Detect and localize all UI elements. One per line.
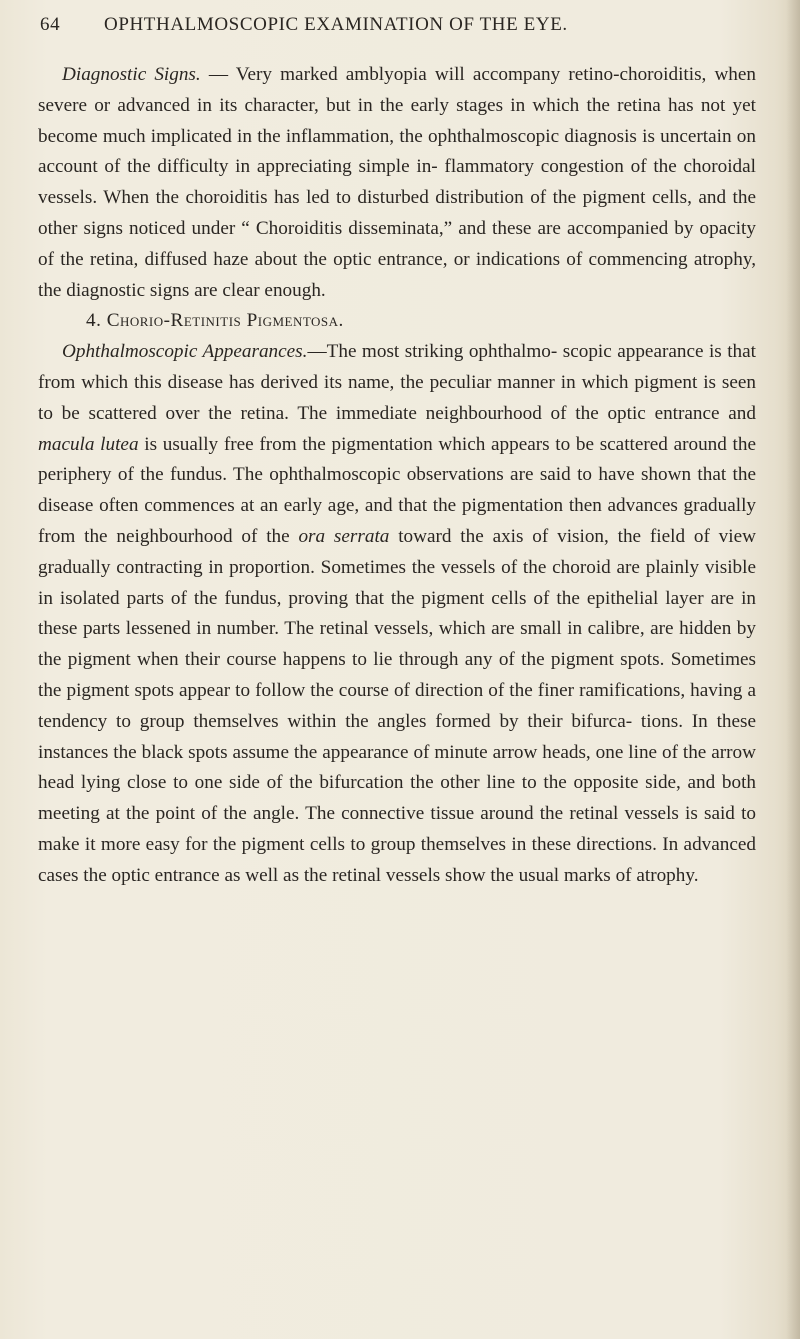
em-dash: — — [200, 64, 236, 85]
italic-term-ora-serrata: ora serrata — [298, 525, 390, 547]
section-title: Chorio-Retinitis Pigmentosa. — [106, 310, 344, 332]
body-text — [38, 60, 756, 892]
run-in-heading: Ophthalmoscopic Appearances. — [62, 341, 308, 363]
paragraph-ophthalmoscopic-appearances — [38, 337, 756, 891]
italic-term-macula-lutea: macula lutea — [38, 433, 139, 455]
running-head-title: OPHTHALMOSCOPIC EXAMINATION OF THE EYE. — [104, 14, 568, 35]
paragraph-text: The most striking ophthalmo- scopic appearance is that from which this disease has derived its name, the peculiar manner in which pigment is seen to be scattered over the retina. The immediate neighbourhood of the optic entrance and — [38, 341, 756, 424]
page-number: 64 — [40, 14, 61, 35]
section-heading — [38, 306, 756, 337]
paragraph-text: is usually free from the pigmentation which appears to be scattered around the periphery of the fundus. The ophthalmoscopic observations are said to have shown that the disease often commences at an early age, and that the pigmentation then advances gradually from the neighbourhood of the — [38, 433, 756, 547]
page-edge-shadow — [786, 0, 800, 1339]
running-head — [40, 14, 760, 46]
paragraph-text: Very marked amblyopia will accompany retino-choroiditis, when severe or advanced in its character, but in the early stages in which the retina has not yet become much implicated in the inflammation, the ophthalmoscopic diagnosis is uncertain on account of the difficulty in appreciating simple in- flammatory congestion of the choroidal vessels. When the choroiditis has led to disturbed distribution of the pigment cells, and the other signs noticed under “ Choroiditis disseminata,” and these are accompanied by opacity of the retina, diffused haze about the optic entrance, or indications of commencing atrophy, the diagnostic signs are clear enough. — [38, 64, 757, 301]
paragraph-text: toward the axis of vision, the field of view gradually contracting in proportion. Sometimes the vessels of the choroid are plainly visible in isolated parts of the fundus, proving that the pigment cells of the epithelial layer are in these parts lessened in number. The retinal vessels, which are small in calibre, are hidden by the pigment when their course happens to lie through any of the pigment spots. Sometimes the pigment spots appear to follow the course of direction of the finer ramifications, having a tendency to group themselves within the angles formed by their bifurca- tions. In these instances the black spots assume the appearance of minute arrow heads, one line of the arrow head lying close to one side of the bifurcation the other line to the opposite side, and both meeting at the point of the angle. The connective tissue around the retinal vessels is said to make it more easy for the pigment cells to group themselves in these directions. In advanced cases the optic entrance as well as the retinal vessels show the usual marks of atrophy. — [38, 525, 756, 886]
section-number: 4. — [86, 310, 102, 332]
paragraph-diagnostic-signs — [38, 60, 756, 306]
em-dash: — — [307, 341, 327, 363]
run-in-heading: Diagnostic Signs. — [62, 64, 201, 85]
